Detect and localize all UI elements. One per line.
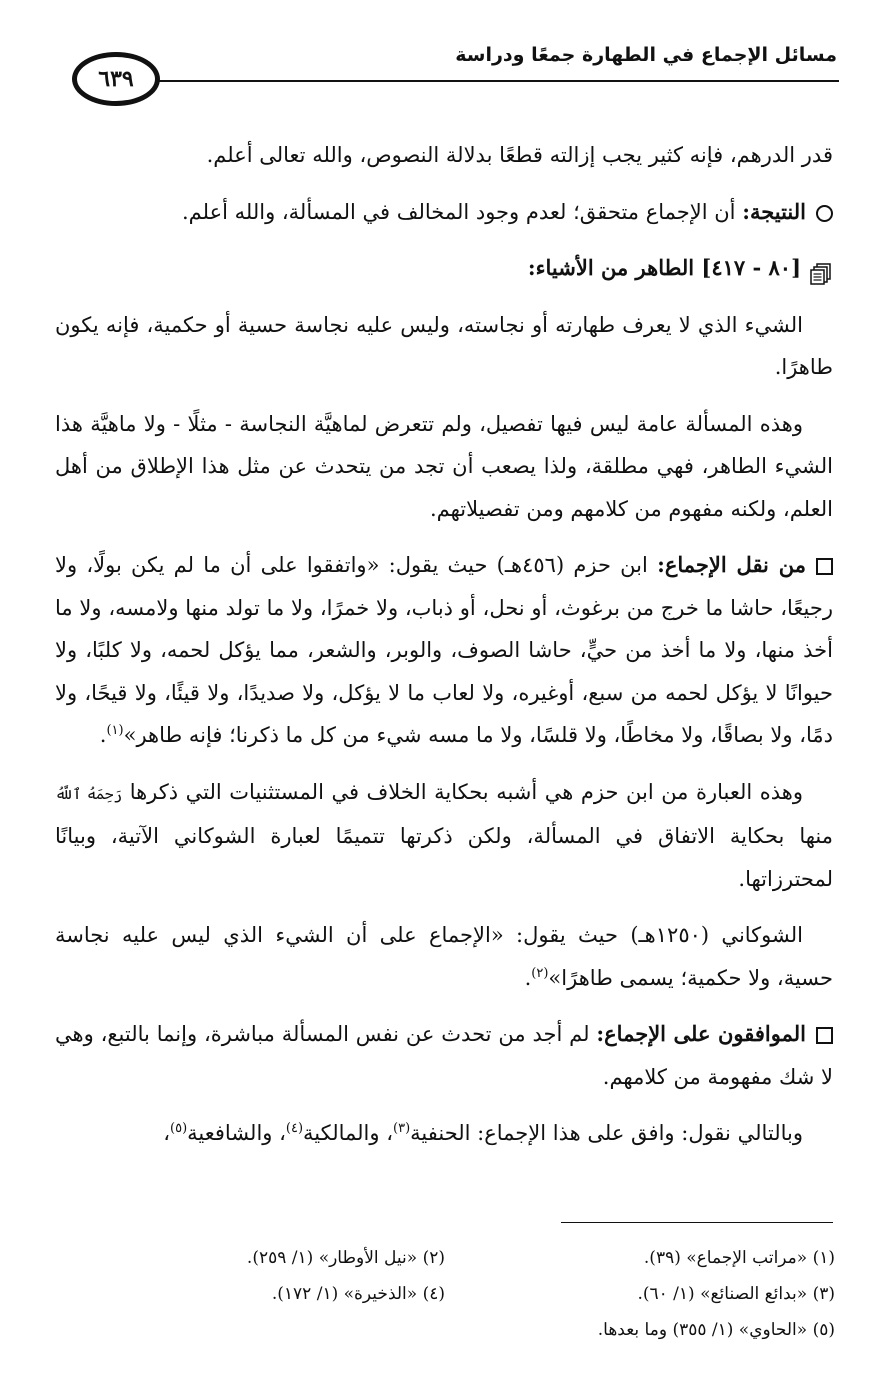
paragraph (55, 304, 833, 389)
paragraph-text: ، والمالكية (303, 1121, 393, 1145)
honorific: رَحِمَهُ ٱللَّهُ (55, 784, 123, 803)
circle-bullet-icon (816, 205, 833, 222)
footnote-ref[interactable]: (١) (106, 723, 124, 738)
footnote-ref[interactable]: (٣) (393, 1121, 411, 1136)
footnote-ref[interactable]: (٥) (170, 1121, 188, 1136)
footnote: (٢) «نيل الأوطار» (١/ ٢٥٩). (246, 1248, 445, 1268)
page-number: ٦٣٩ (72, 52, 160, 106)
square-bullet-icon (816, 1027, 833, 1044)
documents-icon (809, 258, 833, 282)
section-label: الموافقون على الإجماع: (596, 1021, 806, 1046)
heading-text: [٨٠ - ٤١٧] الطاهر من الأشياء: (527, 255, 801, 280)
section-label: من نقل الإجماع: (657, 552, 807, 577)
paragraph (55, 403, 833, 531)
paragraph-text: الشيء الذي لا يعرف طهارته أو نجاسته، وليس عليه نجاسة حسية أو حكمية، فإنه يكون طاهرًا. (55, 312, 833, 379)
paragraph: الشوكاني (١٢٥٠هـ) حيث يقول: «الإجماع على أن الشيء الذي ليس عليه نجاسة حسية، ولا حكمية؛ يسمى طاهرًا»$^{(٢)}$. (55, 923, 833, 990)
running-title: مسائل الإجماع في الطهارة جمعًا ودراسة (455, 44, 837, 66)
paragraph-text: ابن حزم (٤٥٦هـ) حيث يقول: «واتفقوا على أن ما لم يكن بولًا، ولا رجيعًا، حاشا ما خرج من برغوث، أو نحل، أو ذباب، ولا خمرًا، ولا ما تولد منها ولامسه، ولا ما أخذ منها، ولا ما أخذ من حيٍّ، حاشا الصوف، والوبر، والشعر، مما يؤكل لحمه، ولا كلبًا، ولا حيوانًا لا يؤكل لحمه من سبع، أوغيره، ولا لعاب ما لا يؤكل، ولا صديدًا، ولا قيئًا، ولا قيحًا، ولا دمًا، ولا بصاقًا، ولا مخاطًا، ولا قلسًا، ولا ما مسه شيء من كل ما ذكرنا؛ فإنه طاهر» (55, 553, 833, 747)
footnotes (55, 1240, 835, 1348)
issue-heading (55, 247, 833, 290)
header-rule (148, 80, 839, 82)
footnote-ref[interactable]: (٢) (531, 965, 549, 981)
square-bullet-icon (816, 558, 833, 575)
paragraph-text: وهذه العبارة من ابن حزم هي أشبه بحكاية الخلاف في المستثنيات التي ذكرها (122, 779, 804, 804)
paragraph-text: قدر الدرهم، فإنه كثير يجب إزالته قطعًا بدلالة النصوص، والله تعالى أعلم. (206, 143, 833, 167)
footnote-rule (561, 1222, 833, 1223)
paragraph-text: منها بحكاية الاتفاق في المسألة، ولكن ذكرتها تتميمًا لعبارة الشوكاني الآتية، وبيانًا لمحترزاتها. (55, 824, 833, 891)
paragraph (55, 771, 833, 901)
result-label: النتيجة: (742, 198, 806, 224)
footnote-row (55, 1240, 835, 1276)
paragraph (55, 1112, 833, 1155)
paragraph-text: ، (163, 1121, 171, 1145)
paragraph-text: وهذه المسألة عامة ليس فيها تفصيل، ولم تتعرض لماهيَّة النجاسة - مثلًا - ولا ماهيَّة هذا الشيء الطاهر، فهي مطلقة، ولذا يصعب أن تجد من يتحدث عن مثل هذا الإطلاق من أهل العلم، ولكنه مفهوم من كلامهم ومن تفصيلاتهم. (55, 411, 833, 521)
paragraph-text: الشوكاني (١٢٥٠هـ) حيث يقول: «الإجماع على أن الشيء الذي ليس عليه نجاسة حسية، ولا حكمية؛ يسمى طاهرًا» (55, 923, 833, 990)
footnote-row (55, 1276, 835, 1312)
result-text: أن الإجماع متحقق؛ لعدم وجود المخالف في المسألة، والله أعلم. (181, 199, 743, 224)
agreeing-paragraph (55, 1013, 833, 1098)
footnote: (٣) «بدائع الصنائع» (١/ ٦٠). (637, 1284, 835, 1304)
paragraph-text: ، والشافعية (187, 1121, 286, 1145)
footnote: (٥) «الحاوي» (١/ ٣٥٥) وما بعدها. (597, 1320, 835, 1340)
body-text (55, 134, 833, 1169)
footnote: (٤) «الذخيرة» (١/ ١٧٢). (271, 1284, 445, 1304)
paragraph-text: وبالتالي نقول: وافق على هذا الإجماع: الحنفية (410, 1121, 803, 1145)
footnote-ref[interactable]: (٤) (285, 1121, 304, 1136)
paragraph-text: لم أجد من تحدث عن نفس المسألة مباشرة، وإنما بالتبع، وهي لا شك مفهومة من كلامهم. (55, 1022, 833, 1089)
consensus-transmitters-paragraph: من نقل الإجماع: ابن حزم (٤٥٦هـ) حيث يقول: «واتفقوا على أن ما لم يكن بولًا، ولا رجيعًا، حاشا ما خرج من برغوث، أو نحل، أو ذباب، ولا خمرًا، ولا ما تولد منها ولامسه، ولا ما أخذ منها، ولا ما أخذ من حيٍّ، حاشا الصوف، والوبر، والشعر، مما يؤكل لحمه، ولا كلبًا، ولا حيوانًا لا يؤكل لحمه من سبع، أوغيره، ولا لعاب ما لا يؤكل، ولا صديدًا، ولا قيئًا، ولا قيحًا، ولا دمًا، ولا بصاقًا، ولا مخاطًا، ولا قلسًا، ولا ما مسه شيء من كل ما ذكرنا؛ فإنه طاهر»$^{(١)}$. (55, 552, 833, 747)
paragraph (55, 134, 833, 177)
footnote: (١) «مراتب الإجماع» (٣٩). (643, 1248, 835, 1268)
result-paragraph (55, 191, 833, 234)
footnote-row (55, 1312, 835, 1348)
